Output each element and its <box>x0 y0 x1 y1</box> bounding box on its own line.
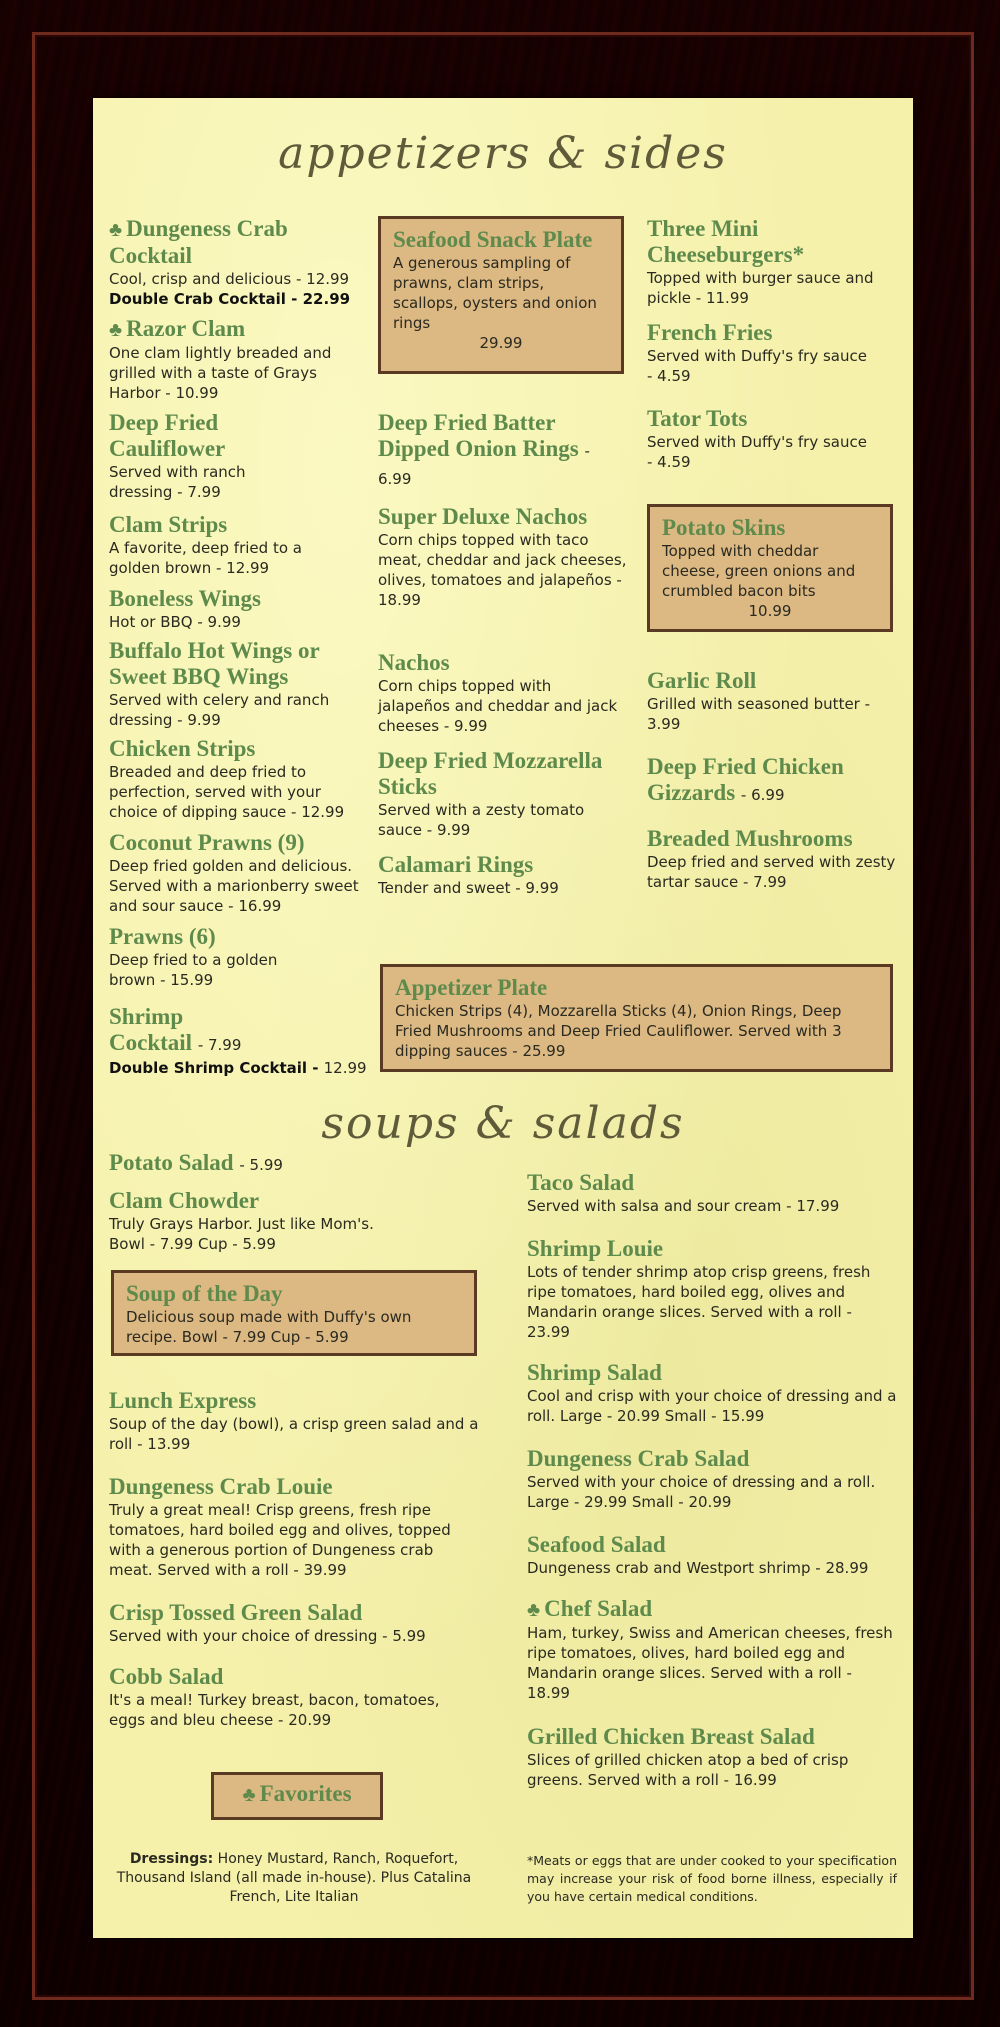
shamrock-icon: ♣ <box>109 219 123 241</box>
menu-item-mini-cheeseburgers: Three Mini Cheeseburgers* Topped with burger sauce and pickle - 11.99 <box>647 216 874 307</box>
menu-item-shrimp-louie: Shrimp Louie Lots of tender shrimp atop crisp greens, fresh ripe tomatoes, hard boiled egg, olives and Mandarin orange slices. Served with a roll - 23.99 <box>527 1236 871 1341</box>
menu-item-prawns: Prawns (6) Deep fried to a golden brown - 15.99 <box>109 924 278 989</box>
favorites-legend-box: ♣ Favorites <box>211 1772 383 1820</box>
menu-item-super-deluxe-nachos: Super Deluxe Nachos Corn chips topped with taco meat, cheddar and jack cheeses, olives, tomatoes and jalapeños - 18.99 <box>378 504 627 609</box>
soups-salads-title: soups & salads <box>321 1098 685 1149</box>
menu-item-breaded-mushrooms: Breaded Mushrooms Deep fried and served with zesty tartar sauce - 7.99 <box>647 826 896 891</box>
menu-item-buffalo-wings: Buffalo Hot Wings or Sweet BBQ Wings Served with celery and ranch dressing - 9.99 <box>109 638 330 729</box>
appetizer-plate-box: Appetizer Plate Chicken Strips (4), Mozzarella Sticks (4), Onion Rings, Deep Fried Mushrooms and Deep Fried Cauliflower. Served with 3 dipping sauces - 25.99 <box>380 964 893 1072</box>
menu-item-crisp-tossed-green-salad: Crisp Tossed Green Salad Served with your choice of dressing - 5.99 <box>109 1600 426 1645</box>
menu-item-calamari-rings: Calamari Rings Tender and sweet - 9.99 <box>378 852 559 897</box>
potato-skins-box: Potato Skins Topped with cheddar cheese, green onions and crumbled bacon bits 10.99 <box>647 504 893 632</box>
dressings-note: Dressings: Honey Mustard, Ranch, Roquefort, Thousand Island (all made in-house). Plus Catalina French, Lite Italian <box>116 1851 472 1905</box>
menu-paper <box>93 98 913 1938</box>
menu-item-shrimp-cocktail: Shrimp Cocktail - 7.99 Double Shrimp Cocktail - 12.99 <box>109 1004 367 1077</box>
menu-item-dungeness-crab-cocktail: ♣ Dungeness Crab Cocktail Cool, crisp and delicious - 12.99 Double Crab Cocktail - 22.99 <box>109 216 351 308</box>
menu-item-nachos: Nachos Corn chips topped with jalapeños and cheddar and jack cheeses - 9.99 <box>378 650 618 735</box>
menu-item-garlic-roll: Garlic Roll Grilled with seasoned butter - 3.99 <box>647 668 871 733</box>
menu-item-tator-tots: Tator Tots Served with Duffy's fry sauce - 4.59 <box>647 406 867 471</box>
menu-item-mozzarella-sticks: Deep Fried Mozzarella Sticks Served with a zesty tomato sauce - 9.99 <box>378 748 603 839</box>
menu-item-lunch-express: Lunch Express Soup of the day (bowl), a crisp green salad and a roll - 13.99 <box>109 1388 479 1453</box>
menu-item-french-fries: French Fries Served with Duffy's fry sauce - 4.59 <box>647 320 867 385</box>
soup-of-the-day-box: Soup of the Day Delicious soup made with Duffy's own recipe. Bowl - 7.99 Cup - 5.99 <box>111 1270 477 1356</box>
menu-item-razor-clam: ♣ Razor Clam One clam lightly breaded and grilled with a taste of Grays Harbor - 10.99 <box>109 316 332 402</box>
food-safety-warning: *Meats or eggs that are under cooked to your specification may increase your risk of food borne illness, especially if you have certain medical conditions. <box>527 1853 897 1904</box>
menu-item-chef-salad: ♣ Chef Salad Ham, turkey, Swiss and American cheeses, fresh ripe tomatoes, olives, hard boiled egg and Mandarin orange slices. Served with a roll - 18.99 <box>527 1596 893 1702</box>
menu-item-dungeness-crab-louie: Dungeness Crab Louie Truly a great meal! Crisp greens, fresh ripe tomatoes, hard boiled egg and olives, topped with a generous portion of Dungeness crab meat. Served with a roll - 39.99 <box>109 1474 451 1579</box>
menu-item-dungeness-crab-salad: Dungeness Crab Salad Served with your choice of dressing and a roll. Large - 29.99 Small - 20.99 <box>527 1446 876 1511</box>
seafood-snack-plate-box: Seafood Snack Plate A generous sampling of prawns, clam strips, scallops, oysters and onion rings 29.99 <box>378 216 624 374</box>
shamrock-icon: ♣ <box>527 1599 541 1621</box>
menu-item-boneless-wings: Boneless Wings Hot or BBQ - 9.99 <box>109 586 261 631</box>
menu-item-cobb-salad: Cobb Salad It's a meal! Turkey breast, bacon, tomatoes, eggs and bleu cheese - 20.99 <box>109 1664 440 1729</box>
menu-item-taco-salad: Taco Salad Served with salsa and sour cream - 17.99 <box>527 1170 840 1215</box>
menu-item-chicken-strips: Chicken Strips Breaded and deep fried to perfection, served with your choice of dipping sauce - 12.99 <box>109 736 345 821</box>
shamrock-icon: ♣ <box>242 1784 256 1806</box>
menu-item-seafood-salad: Seafood Salad Dungeness crab and Westport shrimp - 28.99 <box>527 1532 869 1577</box>
menu-item-deep-fried-cauliflower: Deep Fried Cauliflower Served with ranch dressing - 7.99 <box>109 410 246 501</box>
appetizers-title: appetizers & sides <box>278 128 728 179</box>
menu-item-coconut-prawns: Coconut Prawns (9) Deep fried golden and delicious. Served with a marionberry sweet and sour sauce - 16.99 <box>109 830 359 915</box>
menu-item-onion-rings: Deep Fried Batter Dipped Onion Rings - 6.99 <box>378 410 590 488</box>
menu-item-clam-chowder: Clam Chowder Truly Grays Harbor. Just like Mom's. Bowl - 7.99 Cup - 5.99 <box>109 1188 374 1253</box>
menu-item-clam-strips: Clam Strips A favorite, deep fried to a golden brown - 12.99 <box>109 512 302 577</box>
menu-item-chicken-gizzards: Deep Fried Chicken Gizzards - 6.99 <box>647 754 844 805</box>
shamrock-icon: ♣ <box>109 319 123 341</box>
menu-item-grilled-chicken-breast-salad: Grilled Chicken Breast Salad Slices of grilled chicken atop a bed of crisp greens. Served with a roll - 16.99 <box>527 1724 849 1789</box>
menu-item-shrimp-salad: Shrimp Salad Cool and crisp with your choice of dressing and a roll. Large - 20.99 Small - 15.99 <box>527 1360 897 1425</box>
menu-item-potato-salad: Potato Salad - 5.99 <box>109 1150 283 1175</box>
